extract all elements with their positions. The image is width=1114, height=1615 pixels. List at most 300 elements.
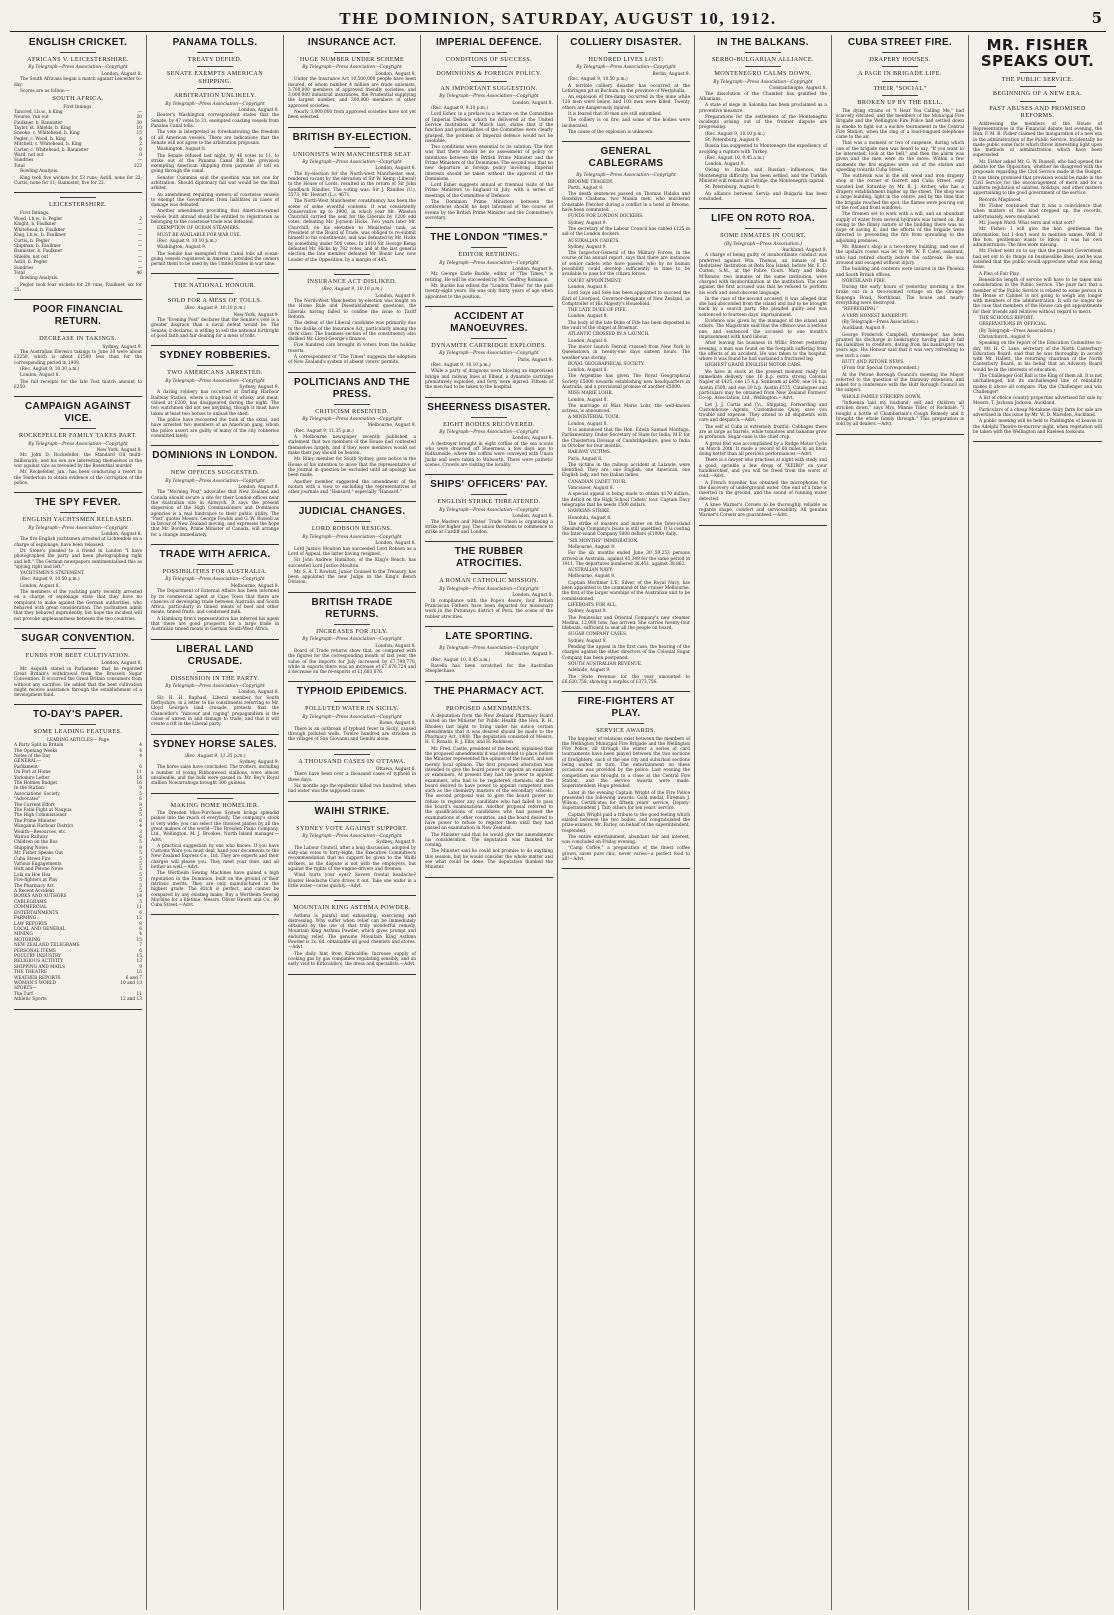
- divider: [1020, 86, 1056, 87]
- article-paragraph: The Minister said he could not promise to do anything this session, but he would consider the whole matter and see what could be done. The deputation thanked the Minister.: [425, 849, 553, 871]
- article-paragraph: The Labour Council, after a long discussion, adopted by sixty-one votes to forty-eight, the Executive Committee's recommendation that no support be given to the Waihi strikers, as the dispute is not with the employers, but against the rights of the engine-drivers and firemen.: [288, 845, 416, 872]
- article: [425, 232, 553, 300]
- table-label: THE THEATRE: [14, 970, 47, 976]
- dateline: London, August 8.: [375, 643, 416, 649]
- table-label: Carter, c. Whitehead, b. Bannister: [14, 147, 89, 153]
- article-paragraph: The entire entertainment, abundant fair and interest, was concluded on Friday evening.: [562, 834, 690, 846]
- article-headline: TRADE WITH AFRICA.: [159, 549, 271, 561]
- article-subheadline: POLLUTED WATER IN SICILY.: [305, 705, 399, 713]
- article-paragraph: (Rec. August 9, 10.50 p.m.): [20, 577, 80, 583]
- article-paragraph: The full receipts for the late Test match amount to £250.: [14, 379, 142, 390]
- article-paragraph: Bowling Analysis.: [20, 276, 59, 282]
- divider: [471, 247, 507, 248]
- article-separator: [288, 592, 416, 593]
- dateline: London, August 8.: [101, 71, 142, 77]
- table-label: Hutt and Petone News: [14, 867, 64, 873]
- article-subheadline: TREATY DEFIED.: [187, 56, 243, 63]
- article: [151, 450, 279, 538]
- divider: [608, 723, 644, 724]
- table-value: 6: [139, 910, 142, 916]
- divider: [60, 52, 96, 53]
- article-paragraph: We have in stock at the present moment ready for immediate delivery one 16 h.p. extra strong Colonial Napier at £425, one 15 h.p. Sunbeam at £450, one 16 h.p. Austin £500, and one 20 h.p. Austin £575. Catalogues and particulars may be obtained from New Zealand Farmers' Co-op. Association, Ltd., Wellington.—Advt.: [699, 369, 827, 402]
- article-paragraph: The dying strains of "I Hear You Calling Me," had scarcely vibrated, and the members of the Municipal Fire Brigade and the Wellington Fire Police had settled down in smoke to fight out a euchre tournament in the Central Fire Station, when the ring of a loud-tongued telephone came to the air.: [836, 108, 964, 141]
- table-label: Total: [14, 163, 25, 169]
- table-value: 14: [136, 894, 142, 900]
- article: [14, 633, 142, 699]
- article-subheadline: PAST ABUSES AND PROMISED REFORMS.: [989, 104, 1086, 120]
- article-paragraph: The firemen set to work with a will, and an abundant supply of water from several hydrants was turned on. But owing to the flimsy nature of the building there was no hope of saving it, and the efforts of the brigade were directed to preventing the fire from spreading to the adjoining premises.: [836, 212, 964, 244]
- wire-credit: By Telegraph—Press Association—Copyright: [302, 534, 402, 540]
- article-paragraph: HUTT AND PETONE NEWS.: [842, 359, 905, 365]
- article-paragraph: The outbreak was in the old wood and iron drapery shop at the corner of Garrett and Cuba Street, only vacated last Saturday by Mr. R. J. Archer, who has a drapery establishment higher up the street. The shop was a large building, light in the centre, and by the time that the brigade reached the spot, the flames were pouring out of the roof and front windows.: [836, 174, 964, 211]
- article-headline: POOR FINANCIAL RETURN.: [32, 304, 124, 328]
- article-subheadline: MONTENEGRO CALMS DOWN.: [714, 70, 812, 78]
- table-label: Notes of the Day: [14, 753, 51, 759]
- table-label: CABLEGRAMS: [14, 899, 47, 905]
- article-paragraph: Vancouver, August 8.: [568, 486, 614, 492]
- divider: [471, 52, 507, 53]
- dateline: London, August 8.: [512, 267, 553, 273]
- article: [425, 631, 553, 675]
- dateline: London, August 8.: [375, 71, 416, 77]
- table-value: 5: [139, 878, 142, 884]
- article-paragraph: A terrible colliery disaster has occurred at the Lothringen pit at Bochum, in the province of Westphalia.: [562, 83, 690, 94]
- article-subheadline: MOUNTAIN KING ASTHMA POWDER.: [293, 904, 411, 912]
- masthead: [10, 6, 1106, 32]
- article: [562, 696, 690, 862]
- article-paragraph: AUSTRALIAN CADETS.: [568, 238, 620, 244]
- dateline: London, August 8.: [101, 531, 142, 537]
- article-paragraph: EXEMPTION OF OCEAN STEAMERS.: [157, 226, 240, 232]
- article-paragraph: There have been over a thousand cases of typhoid in three days.: [288, 772, 416, 783]
- divider: [334, 821, 370, 822]
- article-subheadline: A THOUSAND CASES IN OTTAWA.: [298, 757, 406, 765]
- article-paragraph: NORTHLAND FIRE.: [842, 278, 886, 284]
- table-value: 15: [136, 970, 142, 976]
- article-paragraph: A daring robbery has occurred at Darling Harbour Railway Station, where a drug-load of whisky and meat, valued at £200, has disappeared during the night. The two watchmen did not see anything, though it must have taken at least two horses to unload the shed.: [151, 390, 279, 417]
- article-paragraph: Mr. John D. Rockefeller, the Standard Oil multi-millionaire, and his son are interesting themselves in the war against vice as revealed by the Rosenthal murder.: [14, 453, 142, 469]
- article-paragraph: Sydney, August 9.: [568, 638, 607, 644]
- table-label: Wanganui Harbour District: [14, 824, 74, 830]
- article-paragraph: Mr. Buckle has edited the "London Times" for the past twenty-eight years. He was only thirty years of age when appointed to the position.: [425, 284, 553, 300]
- article-paragraph: Melbourne, August 9.: [568, 545, 616, 550]
- article-paragraph: A Plea of Fair Play.: [979, 271, 1020, 277]
- table-label: GENERAL—: [14, 759, 41, 765]
- article: [151, 278, 279, 339]
- article-paragraph: A public meeting will be held to Paddington of Leaves in the Adelphi Theatre to-morrow night, when vegetation will be taken with the Wellington and Raeleen lookouts.: [973, 419, 1102, 435]
- table-value: 5: [139, 851, 142, 857]
- divider: [334, 624, 370, 625]
- article-headline: PANAMA TOLLS.: [172, 37, 258, 48]
- article-paragraph: (Rec. August 10, 0.45 a.m.): [705, 155, 765, 161]
- article-subheadline: HUGE NUMBER UNDER SCHEME: [299, 56, 405, 63]
- table-label: The Current Effort: [14, 802, 55, 808]
- divider: [471, 573, 507, 574]
- table-value: —: [137, 109, 142, 115]
- article-headline: GENERAL CABLEGRAMS: [588, 146, 664, 170]
- article-paragraph: In compliance with the Pope's desire, four British Franciscan Fathers have been departed for missionary work in the Putumayo district of Peru, the scene of the rubber atrocities.: [425, 598, 553, 620]
- article-paragraph: The motor launch Detroit crossed from New York to Queenstown in twenty-one days sixteen hours. The weather was stormy.: [562, 344, 690, 361]
- article-paragraph: The Dominion Prime Ministers between the conferences should be kept informed of the course of events by the British Prime Minister and the Committee's secretary.: [425, 200, 553, 221]
- table-label: Knight, b. Faulkner: [14, 222, 57, 228]
- divider: [471, 81, 507, 82]
- wire-credit: (Rec. August 9, 10.10 p.m.): [321, 287, 383, 293]
- table-label: Taylor, st. Shields, b. King: [14, 126, 71, 132]
- table-label: SHIPPING AND MAILS: [14, 964, 66, 970]
- article-paragraph: The members of the yachting party recently arrested on a charge of espionage state that they have no complaint to make against the German authorities, who behaved with great consideration. The yachtsmen admit that they behaved imprudently, but hope the incident will not provoke unpleasantness between the two countries.: [14, 590, 142, 622]
- article-paragraph: Melbourne, August 9.: [568, 574, 616, 580]
- table-value: 9: [139, 964, 142, 970]
- table-label: Nourse, run out: [14, 115, 49, 121]
- table-label: PERSONAL ITEMS: [14, 948, 56, 954]
- article-paragraph: Lord Justice Moulton has succeeded Lord Robson as a Lord of Appeal, the latter having resigned.: [288, 546, 416, 557]
- article-paragraph: Paris, August 8.: [568, 456, 603, 462]
- table-value: 5: [139, 840, 142, 846]
- article-headline: ENGLISH CRICKET.: [28, 37, 128, 48]
- article: [288, 900, 416, 967]
- divider: [60, 724, 96, 725]
- table-label: Faulkner, b. Bannister: [14, 120, 63, 126]
- table-label: Shipman, b. Faulkner: [14, 243, 61, 249]
- table-value: 0: [139, 147, 142, 153]
- article-paragraph: London, August 8.: [20, 373, 60, 379]
- article-paragraph: The Department of External Affairs has been informed by its commercial agent at Cape Town that there are chances of developing trade between Australia and South Africa, particularly in tinned meats of beef and other meats, tinned fruits, and condensed milk.: [151, 589, 279, 616]
- table-value: 11: [136, 905, 142, 911]
- article-paragraph: (Rec. August 10, 0.45 a.m.): [431, 657, 491, 663]
- article-paragraph: (Rec. August 9, 10.10 p.m.): [157, 238, 217, 244]
- article-paragraph: London, August 8.: [568, 314, 608, 320]
- article-paragraph: "Camp Coffee," a preparation of the finest coffee grown, saves pure chic, never varies—a perfect food to all!—Advt.: [562, 846, 690, 863]
- article-paragraph: The Masters and Mates' Trade Union is organising a strike for higher pay. The union threatens to commence to strike at Cardiff and London.: [425, 519, 553, 536]
- table-label: Cuba Street Fire: [14, 856, 51, 862]
- dateline: London, August 8.: [375, 541, 416, 547]
- article-paragraph: (Rec. August 9, 10.10 p.m.): [431, 363, 491, 369]
- dateline: Paris, August 9.: [517, 357, 553, 363]
- article-subheadline: INCREASES FOR JULY.: [316, 627, 388, 635]
- article-paragraph: Benedictio length of service will have to be taken into consideration in the Public Service. The pure fact that a member of the Public Service is related to some person in the House or Cabinet is not going to weigh any longer with members of the administration. It will no longer be the case that members of the House can get appointments for their friends and relatives without regard to merit.: [973, 277, 1102, 315]
- article-paragraph: The cause of the explosion is unknown.: [568, 129, 654, 135]
- article-paragraph: Sydney, August 9.: [568, 220, 607, 226]
- table-value: 5: [139, 883, 142, 889]
- article-separator: [14, 704, 142, 705]
- column-2: [147, 35, 284, 1610]
- article-paragraph: The Challenger Golf Ball is the King of them all. It is not unchallenged, but its unchallenged line of reliability makes it above all compare. Play the Challenger and win Challenger!: [973, 373, 1102, 395]
- article-paragraph: The defeat of the Liberal candidate was primarily due to the dislike of the Insurance Act, particularly among the clerk class. The business section of the constituency also disliked Mr. Lloyd-George's finance.: [288, 321, 416, 343]
- article-paragraph: Speaking on the report of the Education Committee to-day, Mr. H. C. Lane, secretary of the North Canterbury Education Board, said that he was thoroughly in accord with Mr. Hallett, the returning chairman of the North Canterbury Board, in his belief that an Advisory Board would be in the interests of education.: [973, 341, 1102, 373]
- table-label: Snooke, c. Whitehead, b. King: [14, 131, 80, 137]
- article-subheadline: LORD ROBSON RESIGNS.: [311, 525, 393, 533]
- column-8: [969, 35, 1106, 1610]
- dateline: London, August 8.: [101, 661, 142, 667]
- divider: [197, 88, 233, 89]
- table-label: LOCAL AND GENERAL: [14, 926, 66, 932]
- table-label: MOTORING: [14, 937, 41, 943]
- table-value: 8: [139, 802, 142, 808]
- article-paragraph: London, August 8.: [20, 583, 60, 589]
- table-label: Athletic Sports: [14, 997, 47, 1003]
- divider: [471, 417, 507, 418]
- article-separator: [562, 691, 690, 692]
- table-value: 11: [136, 770, 142, 776]
- table-value: 7: [139, 943, 142, 949]
- article-subheadline: THEIR "SOCIAL": [873, 84, 927, 92]
- dateline: London, August 9.: [375, 293, 416, 299]
- article-paragraph: The colliery is on fire, and some of the bodies were incinerated.: [562, 118, 690, 129]
- dateline: Melbourne, August 9.: [367, 423, 416, 429]
- table-value: 2: [139, 142, 142, 148]
- article-separator: [699, 208, 827, 209]
- table-value: 9: [139, 786, 142, 792]
- article-subheadline: NEW OFFICES SUGGESTED.: [170, 469, 260, 477]
- article-paragraph: The by-election for the North-west Manchester seat, rendered vacant by the elevation of Sir W. Kemp (Liberal) to the House of Lords, resulted in the return of Sir John Sandbach Randles. The voting was: Sir J. Randles (U.), 5573; Mr. Hewart (L.), 4671.: [288, 171, 416, 198]
- article-paragraph: In the case of the second accused, it was alleged that she had absconded from the island and had to be brought back by a search party. She pleaded guilty and was sentenced to fourteen days' imprisonment.: [699, 296, 827, 318]
- article-paragraph: The Peninsular and Oriental Company's new steamer Medina, 12,000 tons, has arrived. She carries twenty-four lifeboats, sufficient to seat all the people on board.: [562, 615, 690, 632]
- article-paragraph: HAWKIAN STRIKE.: [568, 509, 611, 515]
- article-subheadline: LEICESTERSHIRE.: [48, 201, 108, 209]
- article-paragraph: London, August 8.: [568, 421, 608, 427]
- article-subheadline: BEGINNING OF A NEW ERA.: [992, 90, 1083, 98]
- newspaper-title: THE DOMINION, SATURDAY, AUGUST 10, 1912.: [339, 8, 777, 28]
- table-label: WOMAN'S WORLD: [14, 980, 57, 986]
- divider: [60, 648, 96, 649]
- table-label: BOOKS AND AUTHORS: [14, 894, 67, 900]
- article: [288, 37, 416, 121]
- article-headline: THE SPY FEVER.: [35, 497, 121, 509]
- article-paragraph: ATLANTIC CROSSED IN A LAUNCH.: [568, 332, 650, 338]
- table-label: The Prime Minister: [14, 818, 57, 824]
- article-paragraph: The "Evening Post" declares that the Senate's vote is a greater disgrace than a naval defeat would be. The Senate, it declares, is willing to sell the national birthright of good faith and fair dealing for a mess of tolls.: [151, 318, 279, 339]
- article-paragraph: Ravello has been scratched for the Australian Steeplechase.: [425, 664, 553, 675]
- article-paragraph: A Hamburg firm's representative has inferred his agent that there are good prospects for a large trade in Australian tinned meats in German South-West Africa.: [151, 616, 279, 633]
- article-headline: ACCIDENT AT MANOEUVRES.: [450, 310, 528, 334]
- table-label: King, l.b.w., b. Faulkner: [14, 233, 66, 239]
- article-headline: SHEERNESS DISASTER.: [427, 401, 551, 413]
- article-paragraph: The five English yachtsmen arrested at Lichtenfels on a charge of espionage, have been released.: [14, 537, 142, 548]
- article-paragraph: "SIX MONTHS" IMMIGRATION.: [568, 538, 639, 544]
- article-paragraph: The Senate refused last night, by 46 votes to 11, to strike out of the Panama Canal Bill the provision exempting American shipping from payment of toll on going through the canal.: [151, 153, 279, 175]
- divider: [882, 95, 918, 96]
- table-label: LAW REPORTS: [14, 921, 48, 927]
- divider: [60, 428, 96, 429]
- article-headline: DOMINIONS IN LONDON.: [152, 450, 278, 462]
- table-label: A Recent Accident: [14, 889, 55, 895]
- table-label: Sundries: [14, 265, 34, 271]
- article: [836, 37, 964, 428]
- article-paragraph: London, August 8.: [568, 284, 608, 290]
- article: [425, 546, 553, 619]
- article: [288, 506, 416, 585]
- table-value: 5: [139, 807, 142, 813]
- table-value: 16: [136, 780, 142, 786]
- article-paragraph: That was a moment or two of suspense, during which one of the brigade men was heard to say, "If you want to be interested, look at the bell," and then the alarm was given and the men were on the move. Within a few moments the fire engines were out of the station and speeding towards Cuba Street.: [836, 141, 964, 173]
- divider: [334, 521, 370, 522]
- article-headline: MR. FISHER SPEAKS OUT.: [980, 36, 1095, 70]
- divider: [334, 52, 370, 53]
- dateline: Sydney, August 9.: [102, 344, 142, 350]
- article-paragraph: Senator Cummins said the question was not one for arbitration. Should diplomacy fail war would be the final arbiter.: [151, 175, 279, 192]
- article-paragraph: BROOME TRAGEDY.: [568, 179, 614, 185]
- table-label: ENTERTAINMENTS: [14, 910, 59, 916]
- table-value: 123: [133, 163, 142, 169]
- article-paragraph: The body of the late Duke of Fife has been deposited in the vault of the chapel at Braemar.: [562, 320, 690, 332]
- article-headline: BRITISH BY-ELECTION.: [292, 131, 412, 143]
- article-subheadline: DECREASE IN TAKINGS.: [39, 335, 117, 343]
- table-value: 10 and 13: [120, 980, 142, 986]
- article-paragraph: Mr. George Earle Buckle, editor of "The Times," is retiring. He will be succeeded by Mr. Geoffrey Robinson.: [425, 272, 553, 283]
- table-label: COMMERCIAL: [14, 905, 47, 911]
- article-headline: SYDNEY ROBBERIES.: [159, 350, 271, 362]
- article: [425, 686, 553, 871]
- table-label: Bannister, b. Faulkner: [14, 249, 63, 255]
- article-separator: [288, 501, 416, 502]
- article-paragraph: A MINISTERIAL TOUR.: [568, 415, 620, 421]
- article-paragraph: George Frederick Campbell, storekeeper, has been granted his discharge in bankruptcy, having paid in full his liabilities to creditors, dating from his bankruptcy ten years ago. His Honour said that it was very refreshing to see such a case.: [836, 332, 964, 359]
- table-value: 0: [139, 153, 142, 159]
- article-subheadline: PROPOSED AMENDMENTS.: [445, 704, 533, 712]
- article-paragraph: At the Petone Borough Council's meeting the Mayor referred to the question of the tramway extension, and asked for a conference with the Hutt Borough Council on the subject.: [836, 372, 964, 394]
- table-value: 5: [139, 867, 142, 873]
- dateline: Sydney, August 9.: [376, 840, 416, 846]
- article-paragraph: Reuter's Washington correspondent states that the Senate, by 47 votes to 31, exempted coasting vessels from Panama Canal tolls.: [151, 113, 279, 130]
- article-paragraph: The police have recovered the bulk of the skins, and have arrested two members of an American gang, whom the police assert are guilty of many of the city robberies committed lately.: [151, 417, 279, 439]
- table-label: A Party Split in Britain: [14, 743, 64, 749]
- article-headline: LIFE ON ROTO ROA.: [711, 213, 815, 225]
- table-value: —: [137, 260, 142, 266]
- dateline: London, August 8.: [238, 690, 279, 696]
- article-paragraph: (Rec. August 9, 10.10 p.m.): [705, 131, 765, 137]
- article-separator: [14, 1009, 142, 1010]
- dateline: London, August 8.: [512, 593, 553, 599]
- divider: [882, 81, 918, 82]
- dateline: Melbourne, August 8.: [230, 583, 279, 589]
- table-value: 6: [139, 948, 142, 954]
- article-paragraph: First Innings.: [20, 210, 50, 216]
- table-label: Wealth—Resources, etc.: [14, 829, 67, 835]
- article-paragraph: Preparations for the settlement of the Montenegrin incidents arising out of the frontier dispute are progressing.: [699, 114, 827, 131]
- article-paragraph: Washington, August 9.: [157, 245, 207, 251]
- table-label: The Pharmacy Act: [14, 883, 54, 889]
- article-separator: [151, 914, 279, 915]
- article-paragraph: Sydney, August 9.: [568, 609, 607, 615]
- table-label: Wood, l.b.w., b. Pegler: [14, 216, 63, 222]
- table-label: Ward, not out: [14, 153, 44, 159]
- article-paragraph: An alliance between Servia and Bulgaria has been concluded.: [699, 191, 827, 202]
- table-label: Fire-fighters at Play: [14, 878, 58, 884]
- article-paragraph: OBSERVATIONS BY OFFICIAL.: [979, 322, 1048, 328]
- article-paragraph: The victims in the railway accident at Lalande, were identified. They are, one English, one American, one English lady, and two Italian ladies.: [562, 462, 690, 479]
- article-paragraph: FUNDS FOR LONDON DOCKERS.: [568, 214, 644, 220]
- article-subheadline: A PAGE IN BRIGADE LIFE.: [858, 70, 942, 78]
- article-paragraph: Bowling Analysis.: [20, 169, 59, 175]
- article-paragraph: (Rec. August 9, 9.10 p.m.): [431, 106, 488, 112]
- table-value: —: [137, 227, 142, 233]
- article-paragraph: Honolulu, August 8.: [568, 515, 612, 521]
- article-headline: SYDNEY HORSE SALES.: [153, 738, 277, 750]
- table-label: Lola on Hoe Hoa: [14, 872, 51, 878]
- article-separator: [425, 306, 553, 307]
- table-value: —: [137, 243, 142, 249]
- article: [14, 197, 142, 293]
- article-headline: INSURANCE ACT.: [307, 37, 397, 48]
- article-paragraph: A VERY HONEST BANKRUPT.: [842, 313, 908, 319]
- table-value: —: [137, 265, 142, 271]
- article-separator: [973, 441, 1102, 442]
- article-paragraph: Lord Saye and Sele has been appointed to succeed the Earl of Liverpool, Governor-designate of New Zealand, as Comptroller of His Majesty's Household.: [562, 291, 690, 307]
- divider: [197, 465, 233, 466]
- article: [14, 401, 142, 486]
- article: [151, 549, 279, 633]
- table-value: 5: [139, 856, 142, 862]
- wire-credit: By Telegraph—Press Association—Copyright: [713, 79, 813, 85]
- table-subheading: First Innings.: [63, 104, 93, 110]
- article-subheadline: THE NATIONAL HONOUR.: [173, 282, 257, 290]
- article-paragraph: St. Petersburg, August 9.: [705, 138, 761, 143]
- article-headline: COLLIERY DISASTER.: [570, 37, 682, 48]
- article-paragraph: While a party of dragoons were blowing an improvised bridge and railway lines at Elbeuf, a dynamite cartridge prematurely exploded, and forty were injured. Fifteen of the men had to be taken to the hospital.: [425, 369, 553, 391]
- table-label: POULTRY INDUSTRY: [14, 953, 61, 959]
- article-separator: [288, 127, 416, 128]
- article-subheadline: A ROMAN CATHOLIC MISSION.: [439, 577, 539, 585]
- divider: [471, 66, 507, 67]
- article-headline: LIBERAL LAND CRUSADE.: [176, 643, 254, 667]
- wire-credit: (By Telegraph—Press Association.): [724, 241, 802, 247]
- wire-credit: By Telegraph—Press Association—Copyright: [302, 417, 402, 423]
- article-subheadline: DYNAMITE CARTRIDGE EXPLODES.: [431, 341, 547, 349]
- divider: [882, 52, 918, 53]
- article: [699, 213, 827, 518]
- article-paragraph: Captain Wright paid a tribute to the good feeling which existed between the two bodies, and congratulated the prize-winners. Mr. Farley, on behalf of the superintendent, responded.: [562, 812, 690, 834]
- wire-credit: By Telegraph—Press Association—Copyright: [302, 714, 402, 720]
- table-label: Sundries: [14, 158, 34, 164]
- article-paragraph: The horse sales have concluded. The trotters, including a number of young Ribbonwood stallions, were almost unsaleable, and the bulk were passed in. Mr. Boy's Royal stallion Nowarrahoga brought 300 guineas.: [151, 765, 279, 787]
- article: [151, 350, 279, 439]
- article-separator: [151, 639, 279, 640]
- wire-credit: By Telegraph—Press Association—Copyright: [439, 351, 539, 357]
- article-separator: [151, 793, 279, 794]
- article: [288, 686, 416, 742]
- article-paragraph: Owing to Italian and Russian influences, the Montenegrin difficulty has been settled, and the Turkish Minister will remain at Cettinje, the Montenegrin capital.: [699, 168, 827, 185]
- dateline: London, August 8.: [238, 108, 279, 114]
- article-paragraph: Mr. Rockefeller, jun., has been conducting a resort in the Tenderloin to obtain evidence of the corruption of the police.: [14, 470, 142, 486]
- article: [425, 311, 553, 391]
- table-label: Whitehead, b. Faulkner: [14, 227, 66, 233]
- article-paragraph: Lord Esher suggests annual or triennial visits of the Prime Ministers to England in July, with a series of meetings of the Committee of Defence.: [425, 183, 553, 199]
- table-value: 20: [136, 115, 142, 121]
- article-paragraph: MISS MARIE LOHR.: [568, 391, 613, 397]
- article-headline: TYPHOID EPIDEMICS.: [296, 686, 408, 698]
- article-separator: [288, 895, 416, 896]
- article-separator: [14, 396, 142, 397]
- divider: [334, 900, 370, 901]
- table-label: Shields, not out: [14, 254, 49, 260]
- article-paragraph: A French traveller has obtained the microphones for the discovery of underground water. One end of a tube is inserted in the ground, and the sound of running water detected.: [699, 480, 827, 502]
- article-paragraph: COURT APPOINTMENT.: [568, 278, 622, 284]
- table-value: 6: [139, 764, 142, 770]
- table-value: 4: [139, 748, 142, 754]
- article-paragraph: A deputation from the New Zealand Pharmacy Board waited on the Minister for Public Health (the Hon. R. H. Rhodes) last night to bring under his notice certain amendments that it was desired should be made to the Pharmacy Act, 1908. The deputation consisted of Messrs. H. T. Ronald, R. J. Ellis, and H. Robinson.: [425, 714, 553, 746]
- article-headline: CUBA STREET FIRE.: [847, 37, 953, 48]
- divider: [471, 494, 507, 495]
- table-label: FARMING: [14, 916, 37, 922]
- wire-credit: By Telegraph—Press Association—Copyright: [302, 160, 402, 165]
- table-label: Astill, b. Pegler: [14, 260, 48, 266]
- article-subheadline: ENGLISH STRIKE THREATENED.: [437, 498, 541, 506]
- article-paragraph: WHOLE FAMILY STRICKEN DOWN.: [842, 394, 922, 400]
- article-paragraph: Five hundred cars brought in voters from the holiday resorts.: [288, 343, 416, 354]
- article-paragraph: There is a lawyer who practises at night with study and a good, sprinkle a few drops of "KEIRO" on your handkerchief, and you will be freed from the worst of cold.—Advt.: [699, 458, 827, 480]
- article-paragraph: The death sentences passed on Thomas Hidaka and Gonokiyo Chabana, two Manila men, who murdered Constable Fletcher during a conflict in a hotel at Broome, have been commuted.: [562, 192, 690, 214]
- article-paragraph: The building and contents were insured in the Phoenix and South British offices.: [836, 267, 964, 278]
